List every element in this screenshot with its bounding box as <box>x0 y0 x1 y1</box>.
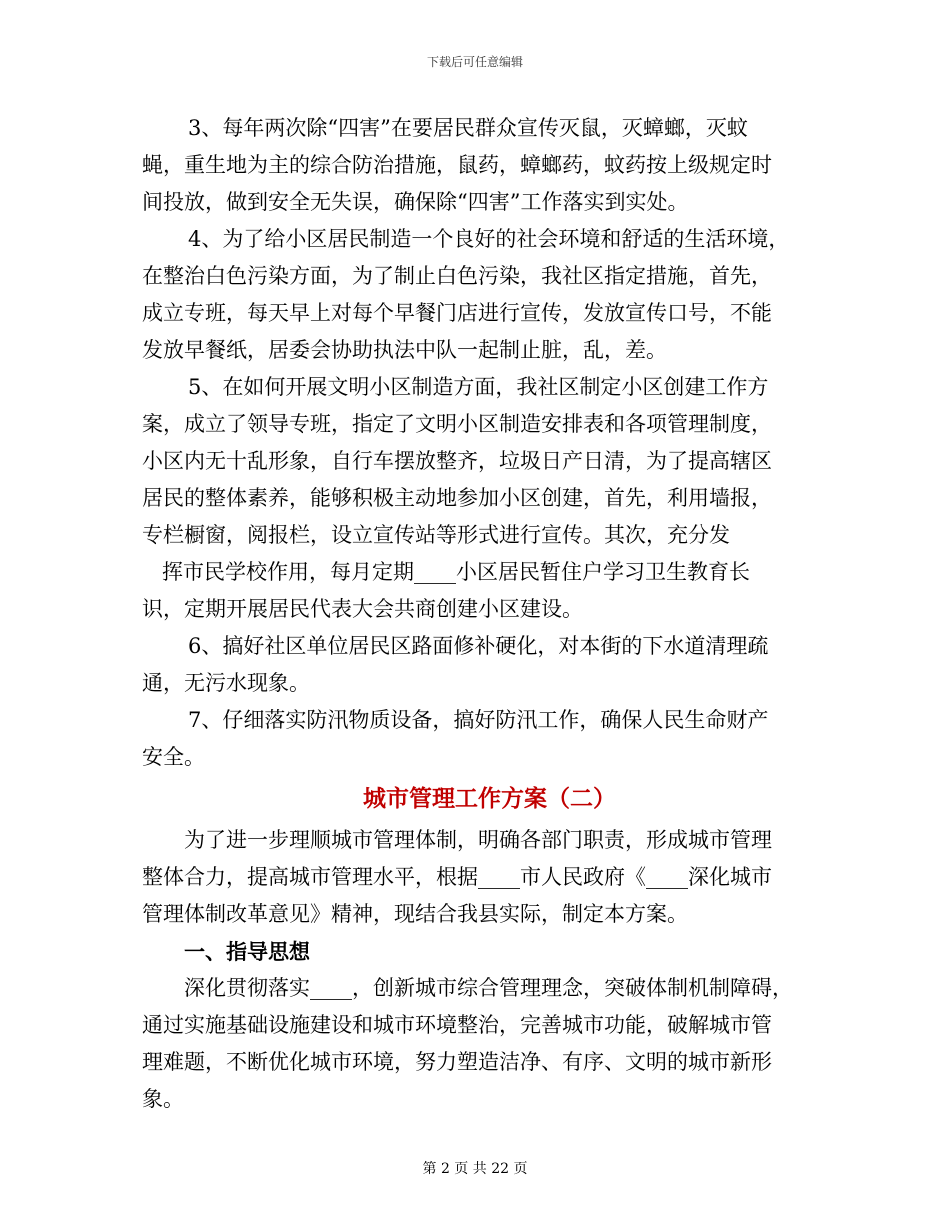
paragraph-line: 居民的整体素养，能够积极主动地参加小区创建，首先，利用墙报， <box>142 486 772 510</box>
paragraph-line: 7、仔细落实防汛物质设备，搞好防汛工作，确保人民生命财产 <box>188 708 769 732</box>
page-number: 第 2 页 共 22 页 <box>422 1161 528 1177</box>
paragraph-line: 识，定期开展居民代表大会共商创建小区建设。 <box>142 597 583 621</box>
page-header-note: 下载后可任意编辑 <box>426 55 523 69</box>
paragraph-line: 象。 <box>142 1087 184 1111</box>
paragraph-line: 发放早餐纸，居委会协助执法中队一起制止脏，乱，差。 <box>142 338 667 362</box>
paragraph-line: 通，无污水现象。 <box>142 671 310 695</box>
paragraph-line: 为了进一步理顺城市管理体制，明确各部门职责，形成城市管理 <box>184 828 772 852</box>
paragraph-line: 蝇，重生地为主的综合防治措施，鼠药，蟑螂药，蚊药按上级规定时 <box>142 153 772 177</box>
paragraph-line: 小区内无十乱形象，自行车摆放整齐，垃圾日产日清，为了提高辖区 <box>142 449 772 473</box>
paragraph-line: 5、在如何开展文明小区制造方面，我社区制定小区创建工作方 <box>188 375 769 399</box>
paragraph-line: 3、每年两次除“四害”在要居民群众宣传灭鼠，灭蟑螂，灭蚊 <box>188 116 748 140</box>
section-title: 城市管理工作方案（二） <box>363 785 616 812</box>
paragraph-line: 整体合力，提高城市管理水平，根据____市人民政府《____深化城市 <box>142 865 772 889</box>
paragraph-line: 管理体制改革意见》精神，现结合我县实际，制定本方案。 <box>142 902 688 926</box>
paragraph-line: 安全。 <box>142 745 205 769</box>
paragraph-line: 间投放，做到安全无失误，确保除“四害”工作落实到实处。 <box>142 190 689 214</box>
subsection-heading: 一、指导思想 <box>184 939 310 964</box>
document-body <box>142 110 807 1118</box>
paragraph-line: 通过实施基础设施建设和城市环境整治，完善城市功能，破解城市管 <box>142 1013 772 1037</box>
paragraph-line: 专栏橱窗，阅报栏，设立宣传站等形式进行宣传。其次，充分发 <box>142 523 730 547</box>
paragraph-line: 挥市民学校作用，每月定期____小区居民暂住户学习卫生教育长 <box>162 560 750 584</box>
paragraph-line: 4、为了给小区居民制造一个良好的社会环境和舒适的生活环境， <box>188 227 790 251</box>
paragraph-line: 案，成立了领导专班，指定了文明小区制造安排表和各项管理制度， <box>142 412 772 436</box>
paragraph-line: 6、搞好社区单位居民区路面修补硬化，对本街的下水道清理疏 <box>188 634 769 658</box>
paragraph-line: 理难题，不断优化城市环境，努力塑造洁净、有序、文明的城市新形 <box>142 1050 772 1074</box>
paragraph-line: 深化贯彻落实____，创新城市综合管理理念，突破体制机制障碍， <box>184 976 793 1000</box>
paragraph-line: 在整治白色污染方面，为了制止白色污染，我社区指定措施，首先， <box>142 264 772 288</box>
paragraph-line: 成立专班，每天早上对每个早餐门店进行宣传，发放宣传口号，不能 <box>142 301 772 325</box>
